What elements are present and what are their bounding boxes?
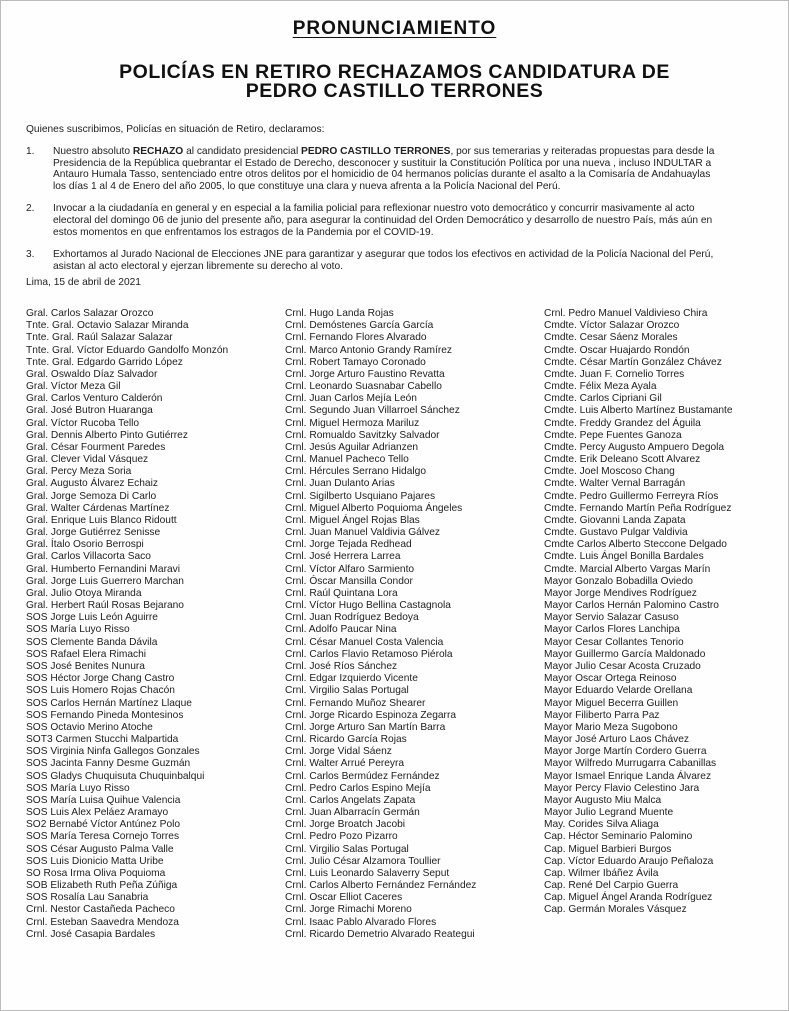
- signatory-name: Crnl. Juan Albarracín Germán: [285, 807, 420, 819]
- signatory-name: Crnl. Juan Rodríguez Bedoya: [285, 612, 419, 624]
- signatory-name: Cmdte. Juan F. Cornelio Torres: [544, 368, 685, 380]
- declaration-points: [26, 146, 766, 283]
- signatory-name: Cmdte. Walter Vernal Barragán: [544, 478, 686, 490]
- signatory-name: Tnte. Gral. Octavio Salazar Miranda: [26, 320, 189, 332]
- point-line: [53, 261, 713, 273]
- signatory-name: Gral. Jorge Semoza Di Carlo: [26, 490, 157, 502]
- signatory-name: SOS Carlos Hernán Martínez Llaque: [26, 697, 192, 709]
- signatory-name: SOS Gladys Chuquisuta Chuquinbalqui: [26, 770, 205, 782]
- signatory-name: Crnl. Pedro Pozo Pizarro: [285, 831, 398, 843]
- signatory-name: Cmdte. Pepe Fuentes Ganoza: [544, 429, 682, 441]
- signatory-name: Crnl. Isaac Pablo Alvarado Flores: [285, 916, 437, 928]
- signatory-name: SOS Rafael Elera Rimachi: [26, 648, 147, 660]
- signatory-name: SO Rosa Irma Oliva Poquioma: [26, 867, 166, 879]
- signatory-name: SOS Luis Homero Rojas Chacón: [26, 685, 175, 697]
- signatory-name: Crnl. Jorge Broatch Jacobi: [285, 819, 406, 831]
- signatory-name: Crnl. Romualdo Savitzky Salvador: [285, 429, 440, 441]
- signatory-name: Mayor Mario Meza Sugobono: [544, 721, 678, 733]
- signatory-name: Crnl. Carlos Bermúdez Fernández: [285, 770, 440, 782]
- emphasis-text: RECHAZO: [132, 146, 184, 157]
- signatory-name: Mayor Cesar Collantes Tenorio: [544, 636, 684, 648]
- signatory-name: Mayor Julio Cesar Acosta Cruzado: [544, 660, 701, 672]
- signatory-name: Crnl. Miguel Hermoza Mariluz: [285, 417, 420, 429]
- signatory-name: Crnl. Carlos Angelats Zapata: [285, 794, 416, 806]
- signatory-name: Crnl. Jorge Arturo San Martín Barra: [285, 721, 446, 733]
- signatory-name: Cmdte. Félix Meza Ayala: [544, 381, 657, 393]
- point-line: [53, 227, 712, 239]
- point-line: [53, 169, 714, 181]
- signatory-name: SOS Fernando Pineda Montesinos: [26, 709, 184, 721]
- signatory-name: Crnl. Virgilio Salas Portugal: [285, 685, 409, 697]
- signatory-name: SOS Luis Alex Peláez Aramayo: [26, 807, 169, 819]
- signatory-name: Mayor Carlos Hernán Palomino Castro: [544, 600, 719, 612]
- signatory-name: Crnl. Miguel Alberto Poquioma Ángeles: [285, 502, 463, 514]
- signatory-name: Crnl. Sigilberto Usquiano Pajares: [285, 490, 436, 502]
- signatory-name: Mayor Augusto Miu Malca: [544, 794, 662, 806]
- signatory-name: Cmdte. Cesar Sáenz Morales: [544, 332, 678, 344]
- signatory-name: Crnl. Jorge Rimachi Moreno: [285, 904, 412, 916]
- signatory-name: SOS María Luyo Risso: [26, 782, 130, 794]
- signatory-name: SOS César Augusto Palma Valle: [26, 843, 174, 855]
- point-line: [53, 249, 713, 261]
- signatory-name: Crnl. Pedro Manuel Valdivieso Chira: [544, 308, 708, 319]
- signatory-name: Crnl. Segundo Juan Villarroel Sánchez: [285, 405, 460, 417]
- signatory-name: Tnte. Gral. Edgardo Garrido López: [26, 356, 183, 368]
- signatory-name: Gral. Oswaldo Díaz Salvador: [26, 368, 158, 380]
- text-segment: Antauro Humala Tasso, sentenciado entre otros delitos por el homicidio de 04 hermanos policías durante el asalto a la Comisaría de Andahuaylas: [53, 169, 711, 181]
- headline: [1, 63, 788, 101]
- signatory-column-3: [544, 308, 733, 917]
- signatory-name: Mayor Servio Salazar Casuso: [544, 612, 679, 624]
- signatory-name: Mayor Ismael Enrique Landa Álvarez: [544, 770, 712, 782]
- signatory-name: Gral. Percy Meza Soria: [26, 466, 132, 478]
- signatory-name: Mayor Julio Legrand Muente: [544, 807, 674, 819]
- signatory-name: Cmdte. Erik Deleano Scott Alvarez: [544, 454, 701, 466]
- text-segment: los días 1 al 4 de Enero del año 2005, lo que constituye una clara y nueva afrenta a la Policía Nacional del Perú.: [53, 180, 561, 192]
- signatory-name: Gral. César Fourment Paredes: [26, 441, 166, 453]
- signatory-name: Crnl. Jorge Arturo Faustino Revatta: [285, 368, 445, 380]
- signatory-name: Crnl. Carlos Flavio Retamoso Piérola: [285, 648, 453, 660]
- signatory-name: Cap. Héctor Seminario Palomino: [544, 831, 693, 843]
- point-line: [53, 181, 714, 193]
- signatory-name: Crnl. Ricardo Demetrio Alvarado Reategui: [285, 928, 475, 940]
- signatory-name: SOS José Benites Nunura: [26, 660, 145, 672]
- signatory-name: Mayor Guillermo García Maldonado: [544, 648, 706, 660]
- signatory-name: Gral. Ítalo Osorio Berrospi: [26, 539, 144, 551]
- signatory-name: Cmdte. Fernando Martín Peña Rodríguez: [544, 502, 732, 514]
- signatory-name: Cmdte. Víctor Salazar Orozco: [544, 320, 680, 332]
- signatory-name: SOS Clemente Banda Dávila: [26, 636, 158, 648]
- signatory-name: Gral. José Butron Huaranga: [26, 405, 153, 417]
- signatory-name: Crnl. Luis Leonardo Salaverry Seput: [285, 867, 450, 879]
- signatory-name: Crnl. Carlos Alberto Fernández Fernández: [285, 880, 477, 892]
- signatory-name: Crnl. Adolfo Paucar Nina: [285, 624, 397, 636]
- signatory-name: Crnl. José Casapia Bardales: [26, 928, 156, 940]
- signatory-name: Mayor Jorge Martín Cordero Guerra: [544, 746, 707, 758]
- signatory-name: SOS Héctor Jorge Chang Castro: [26, 673, 175, 685]
- signatory-name: SOS Virginia Ninfa Gallegos Gonzales: [26, 746, 200, 758]
- signatory-name: Crnl. Nestor Castañeda Pacheco: [26, 904, 175, 916]
- signatory-name: Gral. Julio Otoya Miranda: [26, 587, 142, 599]
- signatory-name: Gral. Carlos Salazar Orozco: [26, 308, 154, 319]
- signatory-name: Mayor Gonzalo Bobadilla Oviedo: [544, 575, 693, 587]
- point-line: [53, 203, 712, 215]
- signatory-name: Crnl. Robert Tamayo Coronado: [285, 356, 426, 368]
- signatory-name: Gral. Jorge Luis Guerrero Marchan: [26, 575, 184, 587]
- text-segment: Presidencia de la República quebrantar el Estado de Derecho, desconocer y sustituir la Constitución Política por una nueva , incluso INDULTAR a: [53, 157, 712, 169]
- signatory-name: Mayor Percy Flavio Celestino Jara: [544, 782, 700, 794]
- signatory-name: Gral. Humberto Fernandini Maravi: [26, 563, 181, 575]
- point-number: 1.: [26, 146, 35, 157]
- text-segment: , por sus temerarias y reiteradas propuestas para desde la: [450, 146, 715, 157]
- signatory-name: SOS Luis Dionicio Matta Uribe: [26, 855, 164, 867]
- signatory-name: Crnl. Miguel Ángel Rojas Blas: [285, 514, 420, 526]
- signatory-name: Crnl. Juan Carlos Mejía León: [285, 393, 417, 405]
- signatory-name: May. Corides Silva Aliaga: [544, 819, 659, 831]
- signatory-name: Mayor Eduardo Velarde Orellana: [544, 685, 693, 697]
- signatory-name: Cap. René Del Carpio Guerra: [544, 880, 679, 892]
- signatory-name: Crnl. Fernando Flores Alvarado: [285, 332, 427, 344]
- point-line: [53, 215, 712, 227]
- signatory-name: Crnl. Demóstenes García García: [285, 320, 434, 332]
- point-number: 2.: [26, 203, 35, 215]
- signatories: [1, 308, 789, 1008]
- signatory-name: Mayor Carlos Flores Lanchipa: [544, 624, 680, 636]
- signatory-name: SOS Rosalía Lau Sanabria: [26, 892, 149, 904]
- signatory-name: Crnl. José Ríos Sánchez: [285, 660, 398, 672]
- signatory-name: Cmdte. Percy Augusto Ampuero Degola: [544, 441, 725, 453]
- signatory-name: Crnl. Jesús Aguilar Adrianzen: [285, 441, 419, 453]
- signatory-name: Crnl. Jorge Vidal Sáenz: [285, 746, 392, 758]
- signatory-name: Crnl. Juan Manuel Valdivia Gálvez: [285, 527, 440, 539]
- signatory-name: Gral. Walter Cárdenas Martínez: [26, 502, 170, 514]
- declaration-point: [26, 249, 766, 272]
- signatory-name: Gral. Carlos Villacorta Saco: [26, 551, 151, 563]
- signatory-name: Crnl. Juan Dulanto Arias: [285, 478, 395, 490]
- signatory-name: Cmdte. Freddy Grandez del Águila: [544, 417, 701, 429]
- signatory-column-2: [285, 308, 476, 941]
- headline-line: POLICÍAS EN RETIRO RECHAZAMOS CANDIDATURA DE: [119, 61, 670, 83]
- signatory-name: Gral. Clever Vidal Vásquez: [26, 454, 149, 466]
- text-segment: asistan al acto electoral y ejerzan libremente su derecho al voto.: [53, 260, 343, 272]
- declaration-point: [26, 146, 766, 192]
- signatory-name: Mayor Filiberto Parra Paz: [544, 709, 660, 721]
- signatory-name: Cmdte. Gustavo Pulgar Valdivia: [544, 527, 688, 539]
- signatory-name: Crnl. Leonardo Suasnabar Cabello: [285, 381, 442, 393]
- signatory-name: Mayor Wilfredo Murrugarra Cabanillas: [544, 758, 717, 770]
- point-line: [53, 158, 714, 170]
- signatory-name: Gral. Víctor Rucoba Tello: [26, 417, 140, 429]
- signatory-name: Gral. Víctor Meza Gil: [26, 381, 121, 393]
- signatory-name: Cmdte. Luis Alberto Martínez Bustamante: [544, 405, 733, 417]
- signatory-name: Gral. Dennis Alberto Pinto Gutiérrez: [26, 429, 188, 441]
- text-segment: Invocar a la ciudadanía en general y en especial a la familia policial para reflexionar nuestro voto democrático y concurrir masivamente al acto: [53, 203, 695, 215]
- signatory-name: Cmdte. Luis Ángel Bonilla Bardales: [544, 551, 704, 563]
- signatory-name: Cmdte. Giovanni Landa Zapata: [544, 514, 686, 526]
- signatory-name: SOS Jorge Luis León Aguirre: [26, 612, 158, 624]
- signatory-name: Cmdte. Pedro Guillermo Ferreyra Ríos: [544, 490, 719, 502]
- signatory-name: SOS Jacinta Fanny Desme Guzmán: [26, 758, 191, 770]
- headline-line: PEDRO CASTILLO TERRONES: [245, 80, 544, 102]
- signatory-name: Cmdte. Oscar Huajardo Rondón: [544, 344, 690, 356]
- signatory-name: Gral. Carlos Venturo Calderón: [26, 393, 163, 405]
- point-line: [53, 146, 714, 158]
- signatory-name: SOS María Luyo Risso: [26, 624, 130, 636]
- signatory-name: Tnte. Gral. Víctor Eduardo Gandolfo Monzón: [26, 344, 229, 356]
- signatory-name: Cap. Miguel Barbieri Burgos: [544, 843, 672, 855]
- intro-text: Quienes suscribimos, Policías en situación de Retiro, declaramos:: [26, 124, 325, 135]
- signatory-name: Cap. Germán Morales Vásquez: [544, 904, 687, 916]
- signatory-name: Mayor Miguel Becerra Guillen: [544, 697, 679, 709]
- point-text: [53, 146, 714, 192]
- text-segment: Nuestro absoluto: [53, 146, 133, 157]
- signatory-name: Crnl. Hércules Serrano Hidalgo: [285, 466, 426, 478]
- signatory-name: Crnl. Walter Arrué Pereyra: [285, 758, 405, 770]
- signatory-name: Crnl. Ricardo García Rojas: [285, 734, 407, 746]
- signatory-name: Crnl. Marco Antonio Grandy Ramírez: [285, 344, 453, 356]
- signatory-name: Crnl. Oscar Elliot Caceres: [285, 892, 403, 904]
- signatory-name: Crnl. Esteban Saavedra Mendoza: [26, 916, 179, 928]
- signatory-name: Crnl. José Herrera Larrea: [285, 551, 401, 563]
- signatory-name: SOB Elizabeth Ruth Peña Zúñiga: [26, 880, 178, 892]
- signatory-name: Crnl. Julio César Alzamora Toullier: [285, 855, 441, 867]
- date-line: Lima, 15 de abril de 2021: [26, 277, 141, 288]
- signatory-name: Gral. Augusto Álvarez Echaiz: [26, 478, 158, 490]
- signatory-name: Cmdte. César Martín González Chávez: [544, 356, 722, 368]
- signatory-name: Crnl. Raúl Quintana Lora: [285, 587, 398, 599]
- signatory-name: Cmdte Carlos Alberto Steccone Delgado: [544, 539, 727, 551]
- signatory-name: Cap. Víctor Eduardo Araujo Peñaloza: [544, 855, 714, 867]
- declaration-point: [26, 203, 766, 238]
- point-text: [53, 249, 713, 272]
- signatory-name: Crnl. César Manuel Costa Valencia: [285, 636, 444, 648]
- signatory-name: Gral. Herbert Raúl Rosas Bejarano: [26, 600, 184, 612]
- point-text: [53, 203, 712, 238]
- signatory-name: Crnl. Virgilio Salas Portugal: [285, 843, 409, 855]
- signatory-name: Crnl. Edgar Izquierdo Vicente: [285, 673, 418, 685]
- signatory-name: SOT3 Carmen Stucchi Malpartida: [26, 734, 179, 746]
- signatory-name: Crnl. Víctor Hugo Bellina Castagnola: [285, 600, 451, 612]
- signatory-name: SOS María Luisa Quihue Valencia: [26, 794, 181, 806]
- signatory-name: Tnte. Gral. Raúl Salazar Salazar: [26, 332, 173, 344]
- signatory-name: SO2 Bernabé Víctor Antúnez Polo: [26, 819, 181, 831]
- signatory-name: Mayor José Arturo Laos Chávez: [544, 734, 689, 746]
- signatory-name: SOS Octavio Merino Atoche: [26, 721, 153, 733]
- document-title: PRONUNCIAMIENTO: [292, 18, 497, 39]
- signatory-name: Crnl. Manuel Pacheco Tello: [285, 454, 409, 466]
- signatory-name: Crnl. Fernando Muñoz Shearer: [285, 697, 426, 709]
- signatory-column-1: [26, 308, 228, 941]
- signatory-name: Crnl. Óscar Mansilla Condor: [285, 575, 413, 587]
- signatory-name: Crnl. Hugo Landa Rojas: [285, 308, 394, 319]
- text-segment: al candidato presidencial: [183, 146, 302, 157]
- signatory-name: Crnl. Pedro Carlos Espino Mejía: [285, 782, 431, 794]
- signatory-name: Crnl. Víctor Alfaro Sarmiento: [285, 563, 415, 575]
- emphasis-text: PEDRO CASTILLO TERRONES: [301, 146, 451, 157]
- signatory-name: Cap. Wilmer Ibáñez Ávila: [544, 867, 659, 879]
- signatory-name: Crnl. Jorge Ricardo Espinoza Zegarra: [285, 709, 456, 721]
- signatory-name: Cmdte. Joel Moscoso Chang: [544, 466, 675, 478]
- signatory-name: Gral. Enrique Luis Blanco Ridoutt: [26, 514, 177, 526]
- signatory-name: Mayor Jorge Mendives Rodríguez: [544, 587, 697, 599]
- signatory-name: Gral. Jorge Gutiérrez Senisse: [26, 527, 161, 539]
- signatory-name: Cmdte. Marcial Alberto Vargas Marín: [544, 563, 711, 575]
- signatory-name: Mayor Oscar Ortega Reinoso: [544, 673, 677, 685]
- text-segment: electoral del domingo 06 de junio del presente año, para asegurar la continuidad del Orden Democrático y desarrollo de nuestro País, más aún en: [53, 214, 713, 226]
- signatory-name: Cmdte. Carlos Cipriani Gil: [544, 393, 662, 405]
- signatory-name: Cap. Miguel Ángel Aranda Rodríguez: [544, 892, 713, 904]
- point-number: 3.: [26, 249, 35, 261]
- signatory-name: SOS María Teresa Cornejo Torres: [26, 831, 180, 843]
- text-segment: Exhortamos al Jurado Nacional de Elecciones JNE para garantizar y asegurar que todos los efectivos en actividad de la Policía Nacional del Perú,: [53, 249, 714, 261]
- text-segment: estos momentos en que enfrentamos los estragos de la Pandemia por el COVID-19.: [53, 226, 434, 238]
- signatory-name: Crnl. Jorge Tejada Redhead: [285, 539, 412, 551]
